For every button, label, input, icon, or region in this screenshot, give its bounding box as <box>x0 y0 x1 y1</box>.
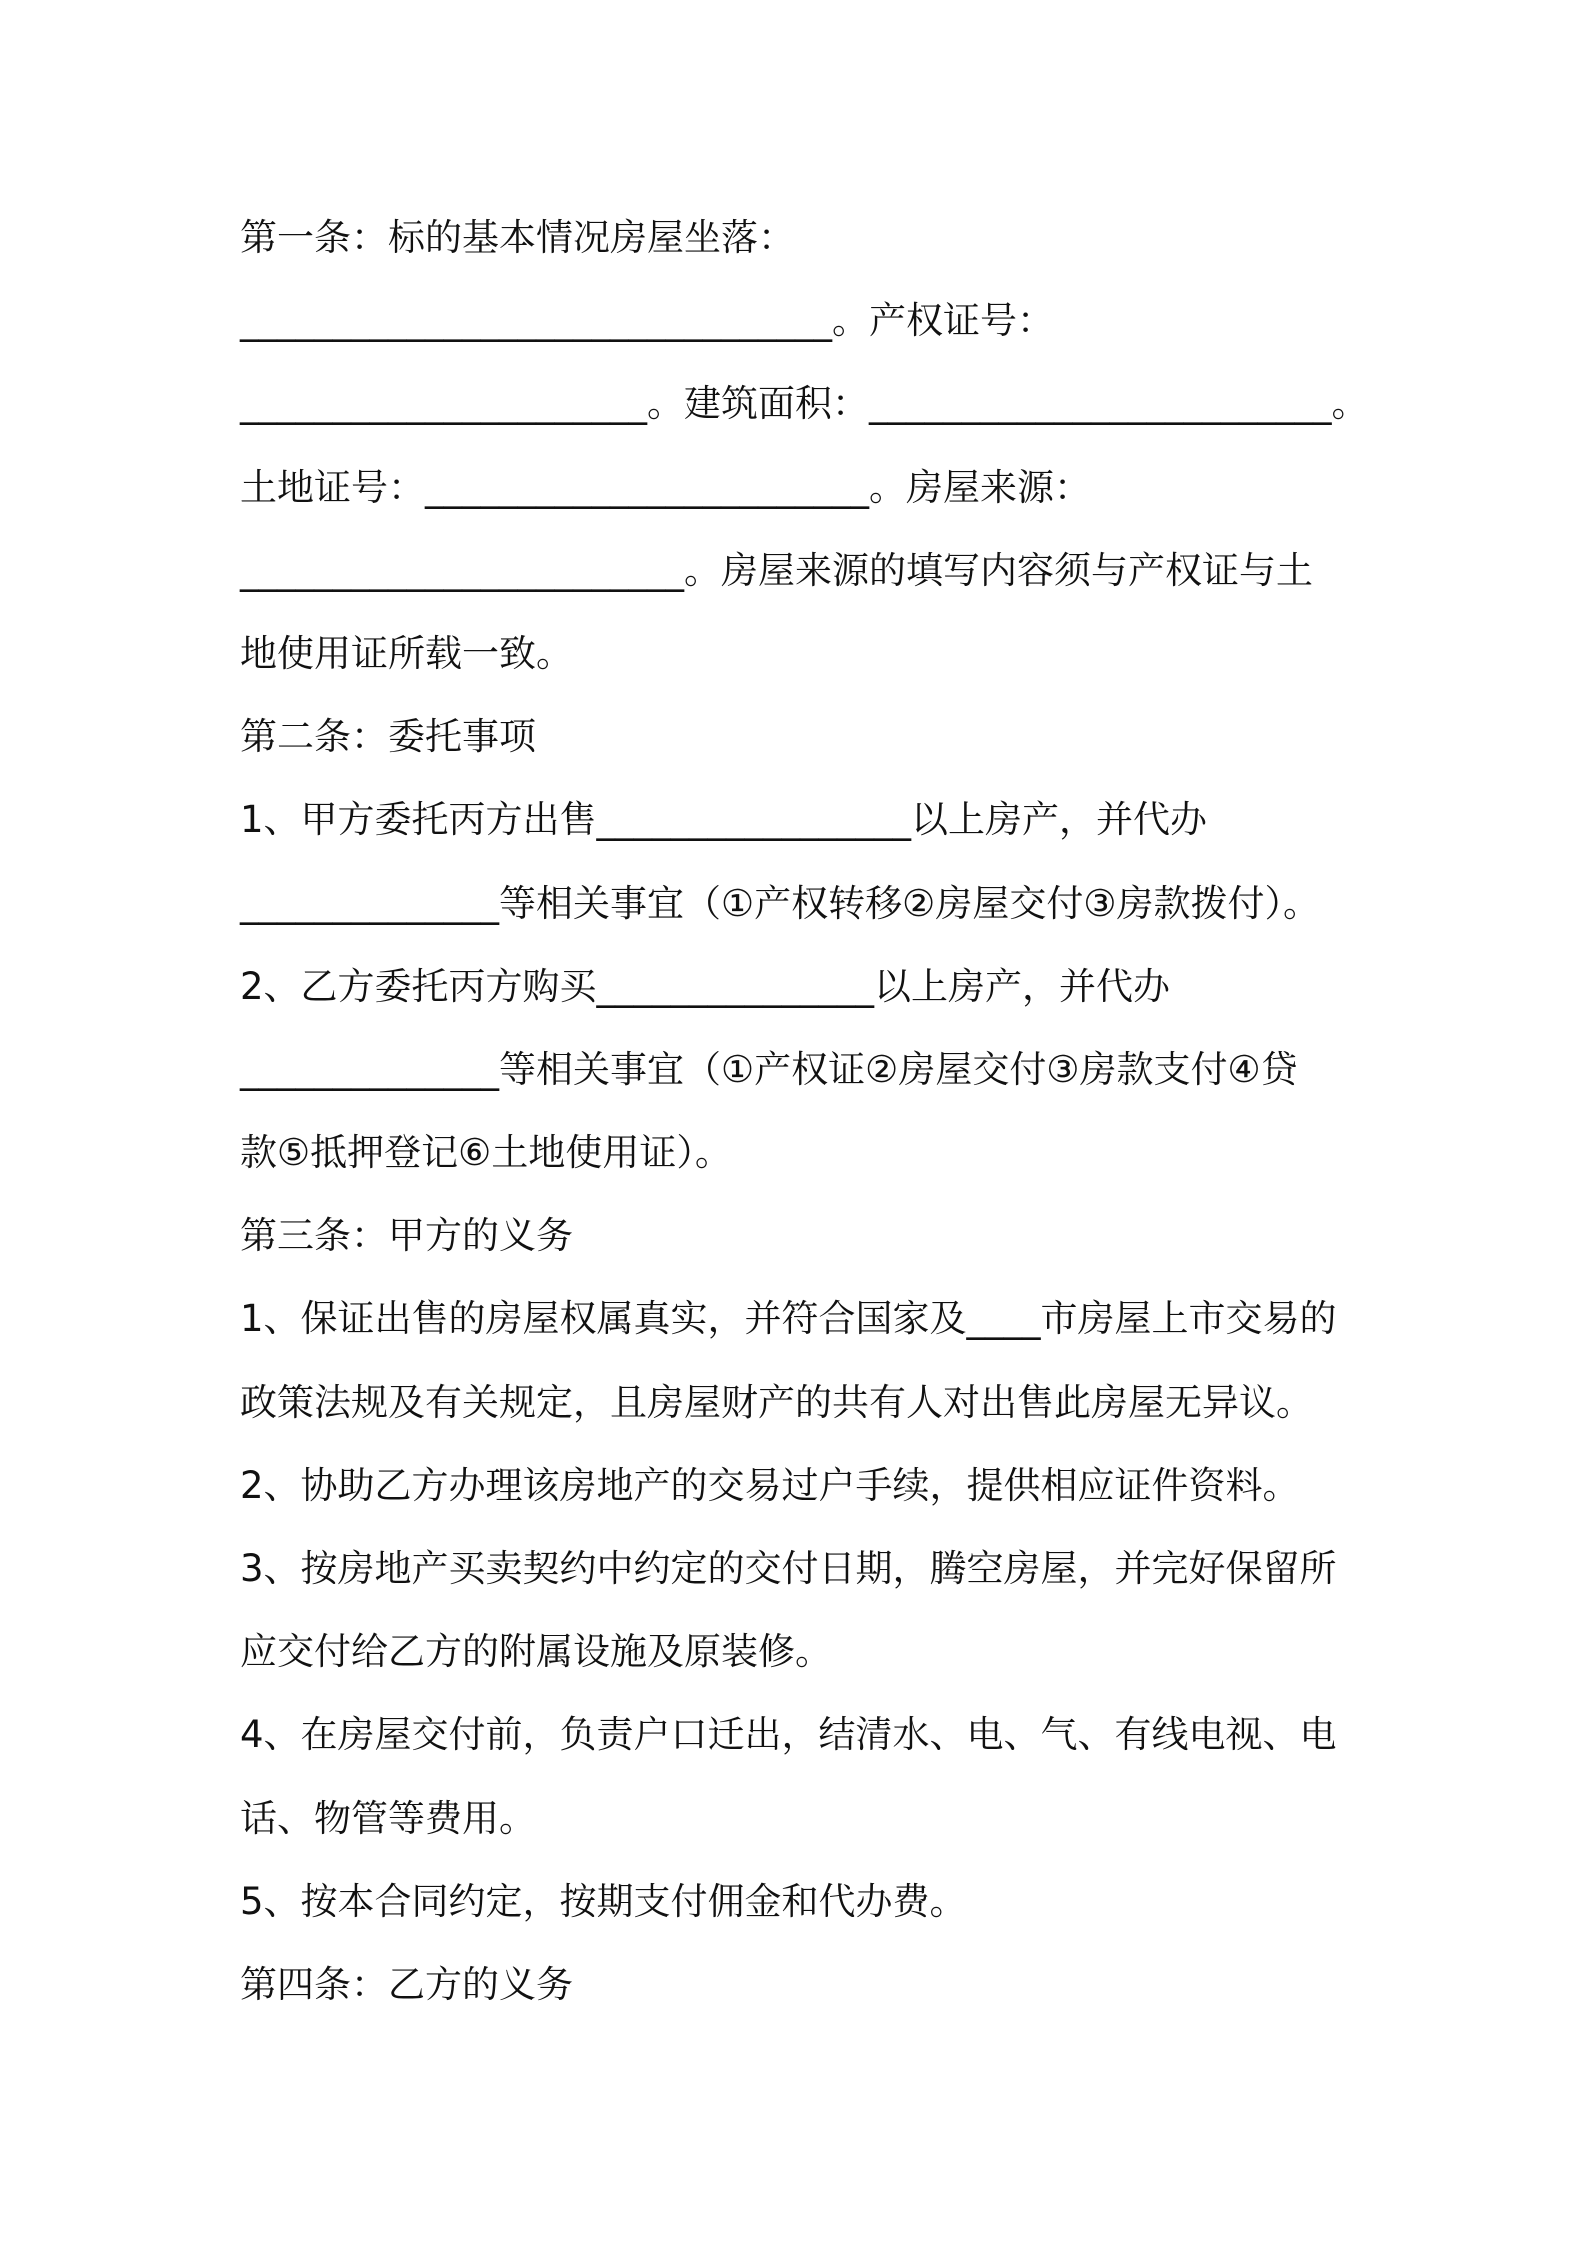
text-line: ______________等相关事宜（①产权转移②房屋交付③房款拨付）。 <box>240 881 1321 925</box>
text-line: 2、乙方委托丙方购买_______________以上房产，并代办 <box>240 964 1171 1008</box>
text-line: 应交付给乙方的附属设施及原装修。 <box>240 1630 832 1674</box>
text-line: ______________________。建筑面积：_________________________。 <box>240 382 1369 426</box>
text-line: 土地证号：________________________。房屋来源： <box>240 465 1091 509</box>
text-line: 款⑤抵押登记⑥土地使用证）。 <box>240 1131 732 1175</box>
text-line: 3、按房地产买卖契约中约定的交付日期，腾空房屋，并完好保留所 <box>240 1547 1337 1590</box>
text-line: 5、按本合同约定，按期支付佣金和代办费。 <box>240 1879 967 1923</box>
text-line: 4、在房屋交付前，负责户口迁出，结清水、电、气、有线电视、电 <box>240 1713 1337 1757</box>
text-line: 话、物管等费用。 <box>240 1796 536 1840</box>
text-line: 地使用证所载一致。 <box>240 631 573 675</box>
text-line: 1、甲方委托丙方出售_________________以上房产，并代办 <box>240 798 1208 842</box>
article-2-heading: 第二条：委托事项 <box>240 715 536 759</box>
text-line: 2、协助乙方办理该房地产的交易过户手续，提供相应证件资料。 <box>240 1463 1300 1507</box>
article-4-heading: 第四条：乙方的义务 <box>240 1962 573 2006</box>
document-body <box>240 196 1380 2026</box>
text-line: ________________________。房屋来源的填写内容须与产权证与土 <box>240 548 1313 592</box>
text-line: ______________等相关事宜（①产权证②房屋交付③房款支付④贷 <box>240 1047 1298 1091</box>
article-1-heading: 第一条：标的基本情况房屋坐落： <box>240 216 795 259</box>
text-line: ________________________________。产权证号： <box>240 299 1054 343</box>
text-line: 1、保证出售的房屋权属真实，并符合国家及____市房屋上市交易的 <box>240 1297 1337 1341</box>
text-line: 政策法规及有关规定，且房屋财产的共有人对出售此房屋无异议。 <box>240 1380 1313 1424</box>
article-3-heading: 第三条：甲方的义务 <box>240 1214 573 1258</box>
